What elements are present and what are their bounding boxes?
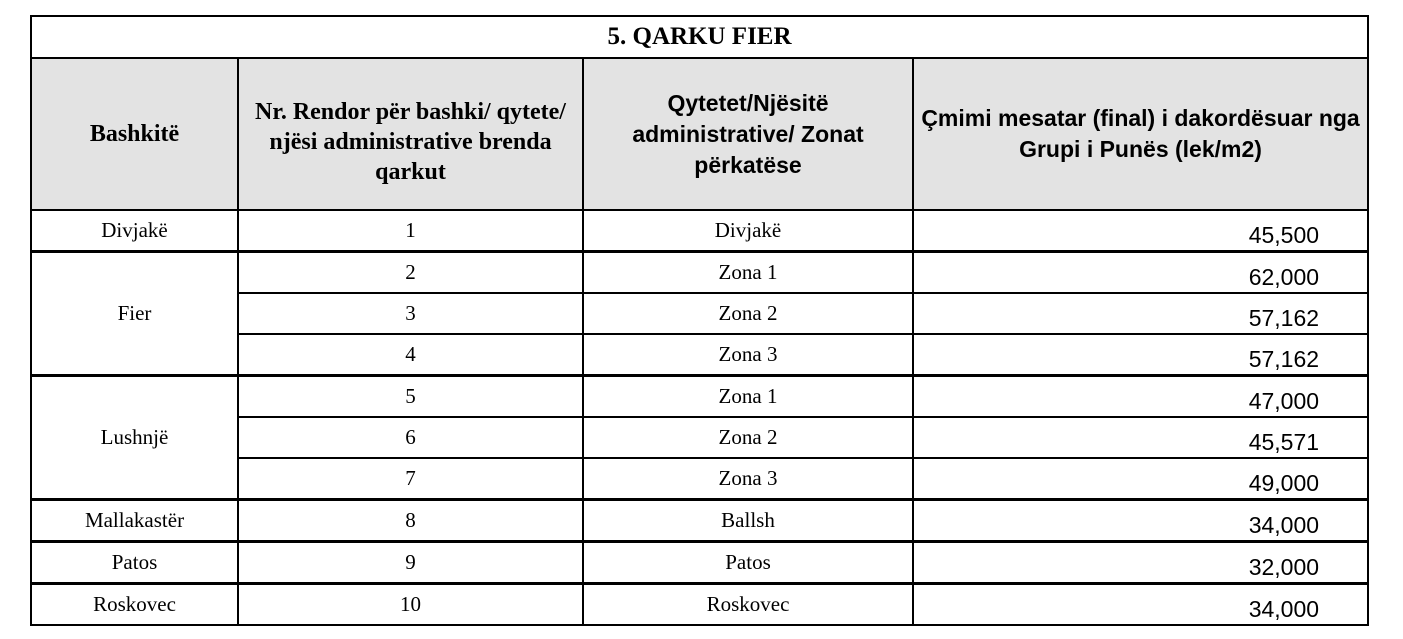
zona-cell: Zona 2 — [583, 417, 913, 458]
cmimi-cell: 34,000 — [913, 500, 1368, 542]
bashkia-cell: Lushnjë — [31, 376, 238, 500]
zona-cell: Zona 3 — [583, 458, 913, 500]
zona-cell: Zona 3 — [583, 334, 913, 376]
nr-rendor-cell: 7 — [238, 458, 583, 500]
table-row — [31, 252, 1368, 294]
cmimi-cell: 62,000 — [913, 252, 1368, 294]
zona-cell: Divjakë — [583, 210, 913, 252]
cmimi-cell: 47,000 — [913, 376, 1368, 418]
table-row — [31, 584, 1368, 626]
cmimi-cell: 49,000 — [913, 458, 1368, 500]
header-bashkite-label: Bashkitë — [89, 121, 180, 147]
cmimi-cell: 57,162 — [913, 334, 1368, 376]
table-title: 5. QARKU FIER — [31, 16, 1368, 58]
nr-rendor-cell: 1 — [238, 210, 583, 252]
zona-cell: Zona 2 — [583, 293, 913, 334]
bashkia-cell: Patos — [31, 542, 238, 584]
bashkia-cell: Roskovec — [31, 584, 238, 626]
nr-rendor-cell: 4 — [238, 334, 583, 376]
header-cmimi-label: Çmimi mesatar (final) i dakordësuar nga Grupi i Punës (lek/m2) — [921, 105, 1360, 162]
zona-cell: Zona 1 — [583, 376, 913, 418]
table-row — [31, 500, 1368, 542]
table-row — [31, 210, 1368, 252]
zona-cell: Patos — [583, 542, 913, 584]
nr-rendor-cell: 6 — [238, 417, 583, 458]
zona-cell: Roskovec — [583, 584, 913, 626]
header-nr-rendor — [238, 58, 583, 210]
nr-rendor-cell: 5 — [238, 376, 583, 418]
header-nr-rendor-label: Nr. Rendor për bashki/ qytete/ njësi administrative brenda qarkut — [255, 99, 566, 185]
header-cmimi — [913, 58, 1368, 210]
table-row — [31, 376, 1368, 418]
cmimi-cell: 45,500 — [913, 210, 1368, 252]
cmimi-cell: 32,000 — [913, 542, 1368, 584]
table-row — [31, 542, 1368, 584]
cmimi-cell: 34,000 — [913, 584, 1368, 626]
zona-cell: Ballsh — [583, 500, 913, 542]
nr-rendor-cell: 2 — [238, 252, 583, 294]
bashkia-cell: Mallakastër — [31, 500, 238, 542]
title-row — [31, 16, 1368, 58]
header-zonat — [583, 58, 913, 210]
zona-cell: Zona 1 — [583, 252, 913, 294]
nr-rendor-cell: 8 — [238, 500, 583, 542]
price-table — [30, 15, 1369, 626]
header-zonat-label: Qytetet/Njësitë administrative/ Zonat përkatëse — [632, 89, 864, 178]
header-row — [31, 58, 1368, 210]
nr-rendor-cell: 3 — [238, 293, 583, 334]
header-bashkite — [31, 58, 238, 210]
nr-rendor-cell: 10 — [238, 584, 583, 626]
nr-rendor-cell: 9 — [238, 542, 583, 584]
bashkia-cell: Divjakë — [31, 210, 238, 252]
table-body — [31, 210, 1368, 625]
cmimi-cell: 45,571 — [913, 417, 1368, 458]
bashkia-cell: Fier — [31, 252, 238, 376]
cmimi-cell: 57,162 — [913, 293, 1368, 334]
